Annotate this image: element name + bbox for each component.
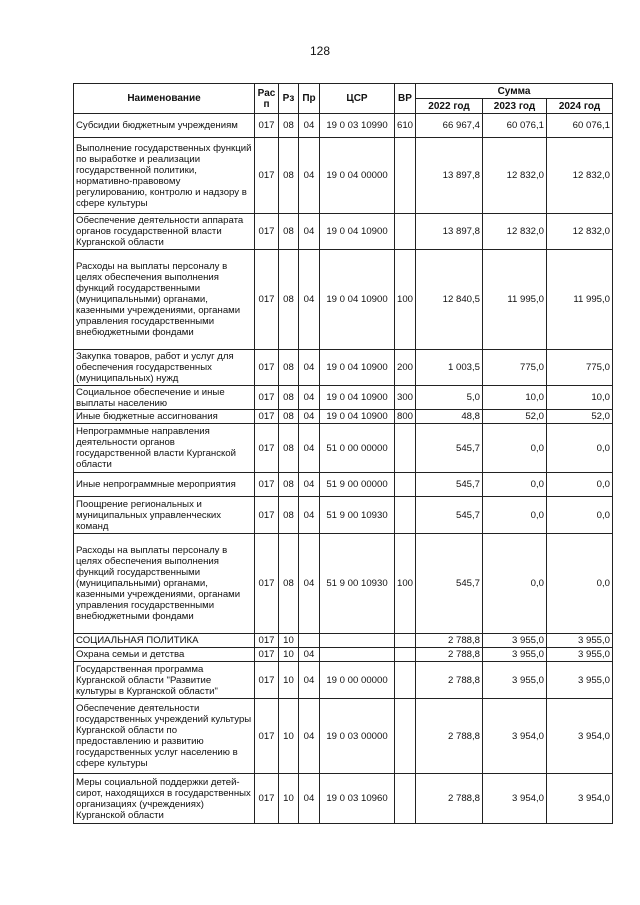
- row-pr: 04: [299, 648, 320, 662]
- table-row: [74, 497, 613, 534]
- row-rasp: 017: [255, 250, 279, 350]
- table-row: [74, 138, 613, 214]
- row-2022: 5,0: [416, 386, 483, 410]
- row-2023: 52,0: [483, 410, 547, 424]
- row-csr: 51 9 00 00000: [320, 473, 395, 497]
- table-row: [74, 424, 613, 473]
- header-2024: 2024 год: [547, 99, 613, 114]
- row-vr: [395, 634, 416, 648]
- table-row: [74, 386, 613, 410]
- row-2024: 3 955,0: [547, 648, 613, 662]
- table-row: [74, 774, 613, 824]
- row-rz: 08: [279, 386, 299, 410]
- row-rz: 10: [279, 634, 299, 648]
- row-pr: 04: [299, 214, 320, 250]
- row-vr: [395, 497, 416, 534]
- row-2022: 2 788,8: [416, 699, 483, 774]
- header-2022: 2022 год: [416, 99, 483, 114]
- row-rasp: 017: [255, 634, 279, 648]
- header-vr: ВР: [395, 84, 416, 114]
- row-2023: 11 995,0: [483, 250, 547, 350]
- row-pr: 04: [299, 497, 320, 534]
- row-pr: 04: [299, 114, 320, 138]
- row-csr: 19 0 03 10960: [320, 774, 395, 824]
- row-pr: 04: [299, 350, 320, 386]
- row-rz: 10: [279, 774, 299, 824]
- row-name: Субсидии бюджетным учреждениям: [74, 114, 255, 138]
- row-name: Охрана семьи и детства: [74, 648, 255, 662]
- row-rz: 08: [279, 250, 299, 350]
- row-csr: [320, 648, 395, 662]
- row-pr: 04: [299, 534, 320, 634]
- row-rasp: 017: [255, 662, 279, 699]
- row-2023: 3 954,0: [483, 774, 547, 824]
- row-name: СОЦИАЛЬНАЯ ПОЛИТИКА: [74, 634, 255, 648]
- table-row: [74, 648, 613, 662]
- row-vr: [395, 648, 416, 662]
- budget-table: [73, 83, 613, 824]
- row-rz: 08: [279, 214, 299, 250]
- row-rasp: 017: [255, 214, 279, 250]
- row-2024: 0,0: [547, 424, 613, 473]
- row-2023: 3 955,0: [483, 662, 547, 699]
- row-2024: 11 995,0: [547, 250, 613, 350]
- row-rz: 08: [279, 350, 299, 386]
- row-rz: 10: [279, 662, 299, 699]
- row-vr: [395, 473, 416, 497]
- row-rasp: 017: [255, 410, 279, 424]
- header-name: Наименование: [74, 84, 255, 114]
- row-2022: 2 788,8: [416, 634, 483, 648]
- header-rz: Рз: [279, 84, 299, 114]
- row-2023: 3 955,0: [483, 648, 547, 662]
- row-2024: 12 832,0: [547, 138, 613, 214]
- table-row: [74, 250, 613, 350]
- row-csr: 19 0 04 10900: [320, 410, 395, 424]
- row-vr: 200: [395, 350, 416, 386]
- row-2024: 52,0: [547, 410, 613, 424]
- row-name: Закупка товаров, работ и услуг для обеспечения государственных (муниципальных) нужд: [74, 350, 255, 386]
- row-2023: 12 832,0: [483, 214, 547, 250]
- row-2024: 3 955,0: [547, 634, 613, 648]
- row-2023: 0,0: [483, 497, 547, 534]
- row-csr: 19 0 03 10990: [320, 114, 395, 138]
- table-row: [74, 634, 613, 648]
- row-pr: 04: [299, 138, 320, 214]
- row-2024: 3 954,0: [547, 774, 613, 824]
- row-2022: 13 897,8: [416, 138, 483, 214]
- row-rz: 10: [279, 648, 299, 662]
- table-row: [74, 350, 613, 386]
- row-name: Иные непрограммные мероприятия: [74, 473, 255, 497]
- row-csr: 19 0 04 10900: [320, 214, 395, 250]
- row-2024: 0,0: [547, 473, 613, 497]
- row-name: Меры социальной поддержки детей-сирот, находящихся в государственных организациях (учреждениях) Курганской области: [74, 774, 255, 824]
- row-2022: 545,7: [416, 534, 483, 634]
- row-rasp: 017: [255, 138, 279, 214]
- row-csr: 19 0 04 10900: [320, 386, 395, 410]
- row-pr: 04: [299, 473, 320, 497]
- row-rasp: 017: [255, 497, 279, 534]
- row-2023: 775,0: [483, 350, 547, 386]
- row-2022: 13 897,8: [416, 214, 483, 250]
- row-pr: 04: [299, 774, 320, 824]
- row-csr: 19 0 04 10900: [320, 350, 395, 386]
- row-2022: 545,7: [416, 424, 483, 473]
- row-vr: [395, 138, 416, 214]
- row-vr: [395, 214, 416, 250]
- row-2024: 775,0: [547, 350, 613, 386]
- row-vr: 100: [395, 534, 416, 634]
- row-2023: 0,0: [483, 473, 547, 497]
- row-2023: 0,0: [483, 424, 547, 473]
- row-name: Обеспечение деятельности аппарата органов государственной власти Курганской области: [74, 214, 255, 250]
- row-rz: 08: [279, 138, 299, 214]
- row-name: Поощрение региональных и муниципальных управленческих команд: [74, 497, 255, 534]
- row-name: Расходы на выплаты персоналу в целях обеспечения выполнения функций государственными (муниципальными) органами, казенными учреждениями, органами управления государственными внебюджетными фондами: [74, 250, 255, 350]
- row-2024: 12 832,0: [547, 214, 613, 250]
- row-vr: 100: [395, 250, 416, 350]
- row-vr: [395, 424, 416, 473]
- row-rz: 08: [279, 534, 299, 634]
- row-vr: 800: [395, 410, 416, 424]
- table-row: [74, 114, 613, 138]
- row-rasp: 017: [255, 473, 279, 497]
- row-2022: 2 788,8: [416, 648, 483, 662]
- header-csr: ЦСР: [320, 84, 395, 114]
- table-row: [74, 473, 613, 497]
- row-2024: 3 955,0: [547, 662, 613, 699]
- row-rasp: 017: [255, 386, 279, 410]
- row-csr: 19 0 04 00000: [320, 138, 395, 214]
- row-2023: 3 954,0: [483, 699, 547, 774]
- table-header: [74, 84, 613, 114]
- row-vr: [395, 662, 416, 699]
- row-pr: 04: [299, 699, 320, 774]
- row-vr: 610: [395, 114, 416, 138]
- row-vr: [395, 699, 416, 774]
- row-2023: 10,0: [483, 386, 547, 410]
- page-number: 128: [309, 44, 331, 58]
- header-2023: 2023 год: [483, 99, 547, 114]
- row-2022: 12 840,5: [416, 250, 483, 350]
- row-pr: 04: [299, 410, 320, 424]
- row-rz: 10: [279, 699, 299, 774]
- row-pr: 04: [299, 424, 320, 473]
- row-csr: 51 9 00 10930: [320, 534, 395, 634]
- row-name: Обеспечение деятельности государственных учреждений культуры Курганской области по предоставлению и развитию государственных услуг населению в сфере культуры: [74, 699, 255, 774]
- row-csr: [320, 634, 395, 648]
- row-rasp: 017: [255, 114, 279, 138]
- table-row: [74, 662, 613, 699]
- row-2023: 0,0: [483, 534, 547, 634]
- row-2023: 12 832,0: [483, 138, 547, 214]
- row-2024: 0,0: [547, 534, 613, 634]
- row-2022: 2 788,8: [416, 662, 483, 699]
- row-rz: 08: [279, 473, 299, 497]
- table-row: [74, 699, 613, 774]
- row-pr: 04: [299, 250, 320, 350]
- row-2022: 545,7: [416, 497, 483, 534]
- row-csr: 19 0 00 00000: [320, 662, 395, 699]
- row-2022: 2 788,8: [416, 774, 483, 824]
- row-rz: 08: [279, 114, 299, 138]
- row-rasp: 017: [255, 424, 279, 473]
- row-pr: 04: [299, 662, 320, 699]
- row-2022: 1 003,5: [416, 350, 483, 386]
- row-name: Социальное обеспечение и иные выплаты населению: [74, 386, 255, 410]
- row-2024: 3 954,0: [547, 699, 613, 774]
- table-row: [74, 534, 613, 634]
- row-name: Иные бюджетные ассигнования: [74, 410, 255, 424]
- table-row: [74, 410, 613, 424]
- row-rasp: 017: [255, 648, 279, 662]
- row-rasp: 017: [255, 534, 279, 634]
- row-vr: [395, 774, 416, 824]
- row-csr: 19 0 03 00000: [320, 699, 395, 774]
- row-name: Государственная программа Курганской области "Развитие культуры в Курганской области": [74, 662, 255, 699]
- row-pr: 04: [299, 386, 320, 410]
- row-name: Расходы на выплаты персоналу в целях обеспечения выполнения функций государственными (муниципальными) органами, казенными учреждениями, органами управления государственными внебюджетными фондами: [74, 534, 255, 634]
- row-csr: 51 9 00 10930: [320, 497, 395, 534]
- row-2022: 48,8: [416, 410, 483, 424]
- table-body: [74, 114, 613, 824]
- header-rasp: Рас п: [255, 84, 279, 114]
- row-2024: 10,0: [547, 386, 613, 410]
- row-rz: 08: [279, 410, 299, 424]
- row-rz: 08: [279, 424, 299, 473]
- row-csr: 51 0 00 00000: [320, 424, 395, 473]
- row-name: Непрограммные направления деятельности органов государственной власти Курганской области: [74, 424, 255, 473]
- row-rasp: 017: [255, 350, 279, 386]
- row-2023: 3 955,0: [483, 634, 547, 648]
- row-vr: 300: [395, 386, 416, 410]
- row-2022: 66 967,4: [416, 114, 483, 138]
- header-pr: Пр: [299, 84, 320, 114]
- table-row: [74, 214, 613, 250]
- row-2024: 60 076,1: [547, 114, 613, 138]
- row-csr: 19 0 04 10900: [320, 250, 395, 350]
- row-2024: 0,0: [547, 497, 613, 534]
- row-2023: 60 076,1: [483, 114, 547, 138]
- row-name: Выполнение государственных функций по выработке и реализации государственной политики, нормативно-правовому регулированию, контролю и надзору в сфере культуры: [74, 138, 255, 214]
- row-pr: [299, 634, 320, 648]
- header-sum: Сумма: [416, 84, 613, 99]
- row-2022: 545,7: [416, 473, 483, 497]
- row-rasp: 017: [255, 774, 279, 824]
- row-rasp: 017: [255, 699, 279, 774]
- row-rz: 08: [279, 497, 299, 534]
